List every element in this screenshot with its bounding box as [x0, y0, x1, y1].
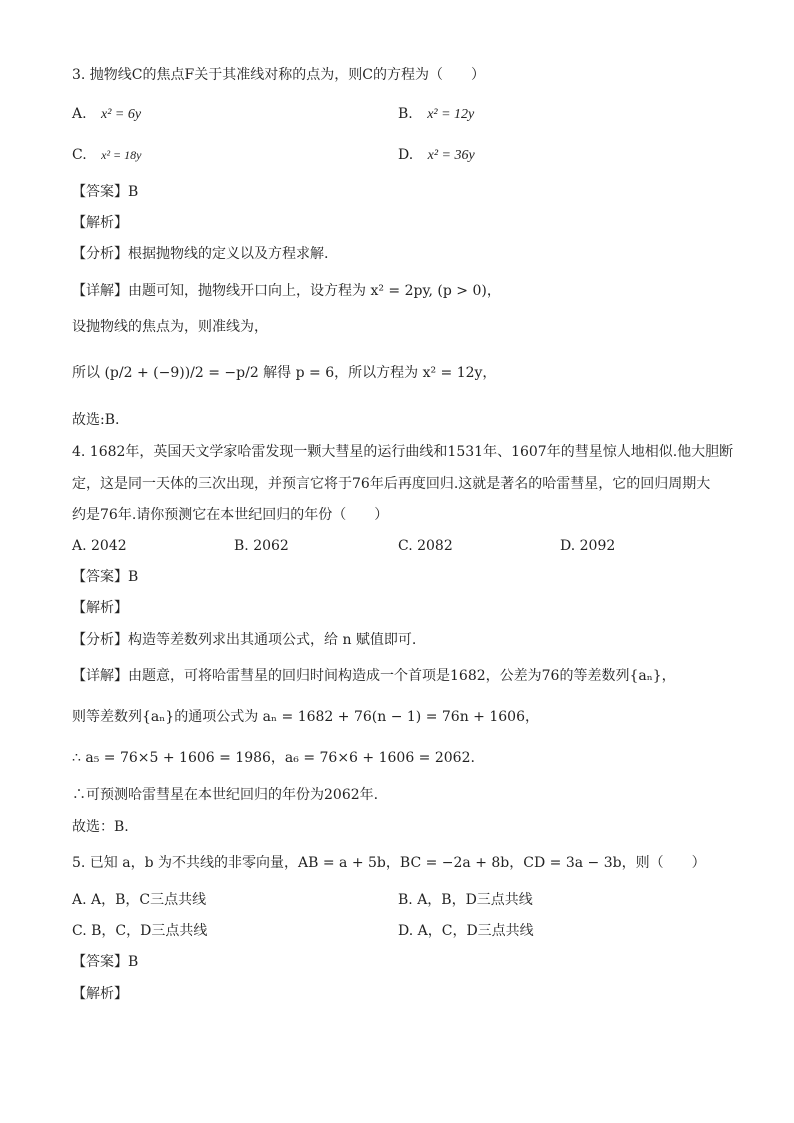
q4-analysis-heading: 【解析】 — [72, 600, 128, 616]
q4-detail-4: ∴可预测哈雷彗星在本世纪回归的年份为2062年. — [72, 787, 379, 803]
q5-option-b: B. A，B，D三点共线 — [398, 892, 533, 908]
q5-option-a: A. A，B，C三点共线 — [72, 892, 207, 908]
q4-option-c: C. 2082 — [398, 538, 453, 554]
q3-option-c-label: C. — [72, 147, 87, 163]
q5-stem: 5. 已知 a，b 为不共线的非零向量，AB = a + 5b，BC = −2a + 8b，CD = 3a − 3b，则（ ） — [72, 855, 706, 871]
q4-stem-line-2: 定，这是同一天体的三次出现，并预言它将于76年后再度回归.这就是著名的哈雷彗星，它的回归周期大 — [72, 476, 711, 492]
q3-option-a — [72, 105, 141, 124]
q4-option-b: B. 2062 — [234, 538, 289, 554]
q4-detail-3: ∴ a₅ = 76×5 + 1606 = 1986，a₆ = 76×6 + 1606 = 2062. — [72, 750, 475, 766]
q3-option-a-label: A. — [72, 106, 87, 122]
q4-stem-line-1: 4. 1682年，英国天文学家哈雷发现一颗大彗星的运行曲线和1531年、1607年的彗星惊人地相似.他大胆断 — [72, 444, 734, 460]
q3-option-c — [72, 146, 141, 164]
q3-option-b-math: x² = 12y — [427, 107, 475, 122]
q4-analysis: 【分析】构造等差数列求出其通项公式，给 n 赋值即可. — [72, 632, 417, 648]
q4-stem-line-3: 约是76年.请你预测它在本世纪回归的年份（ ） — [72, 507, 389, 523]
q3-option-d-math: x² = 36y — [427, 148, 475, 163]
q3-option-c-math: x² = 18y — [101, 148, 142, 162]
q4-option-d: D. 2092 — [560, 538, 616, 554]
q5-analysis-heading: 【解析】 — [72, 986, 128, 1002]
q3-option-d-label: D. — [398, 147, 414, 163]
q5-option-d: D. A，C，D三点共线 — [398, 923, 534, 939]
q4-answer: 【答案】B — [72, 569, 139, 585]
q4-detail-1: 【详解】由题意，可将哈雷彗星的回归时间构造成一个首项是1682，公差为76的等差数列{aₙ}， — [72, 668, 676, 684]
q4-detail-2: 则等差数列{aₙ}的通项公式为 aₙ = 1682 + 76(n − 1) = 76n + 1606， — [72, 709, 539, 725]
q3-stem: 3. 抛物线C的焦点F关于其准线对称的点为，则C的方程为（ ） — [72, 67, 485, 83]
q5-answer: 【答案】B — [72, 954, 139, 970]
q4-conclusion: 故选：B. — [72, 819, 129, 835]
q3-option-b-label: B. — [398, 106, 413, 122]
q3-analysis-heading: 【解析】 — [72, 215, 128, 231]
q3-answer: 【答案】B — [72, 184, 139, 200]
q3-option-d — [398, 146, 475, 165]
q4-option-a: A. 2042 — [72, 538, 127, 554]
q3-option-b — [398, 105, 474, 124]
q3-detail-3: 所以 (p/2 + (−9))/2 = −p/2 解得 p = 6，所以方程为 x² = 12y， — [72, 365, 497, 381]
q3-option-a-math: x² = 6y — [101, 107, 142, 122]
q3-detail-1: 【详解】由题可知，抛物线开口向上，设方程为 x² = 2py, (p > 0)， — [72, 283, 501, 299]
q3-detail-2: 设抛物线的焦点为，则准线为， — [72, 319, 268, 335]
q5-option-c: C. B，C，D三点共线 — [72, 923, 208, 939]
q3-analysis: 【分析】根据抛物线的定义以及方程求解. — [72, 246, 329, 262]
q3-conclusion: 故选:B. — [72, 412, 120, 428]
